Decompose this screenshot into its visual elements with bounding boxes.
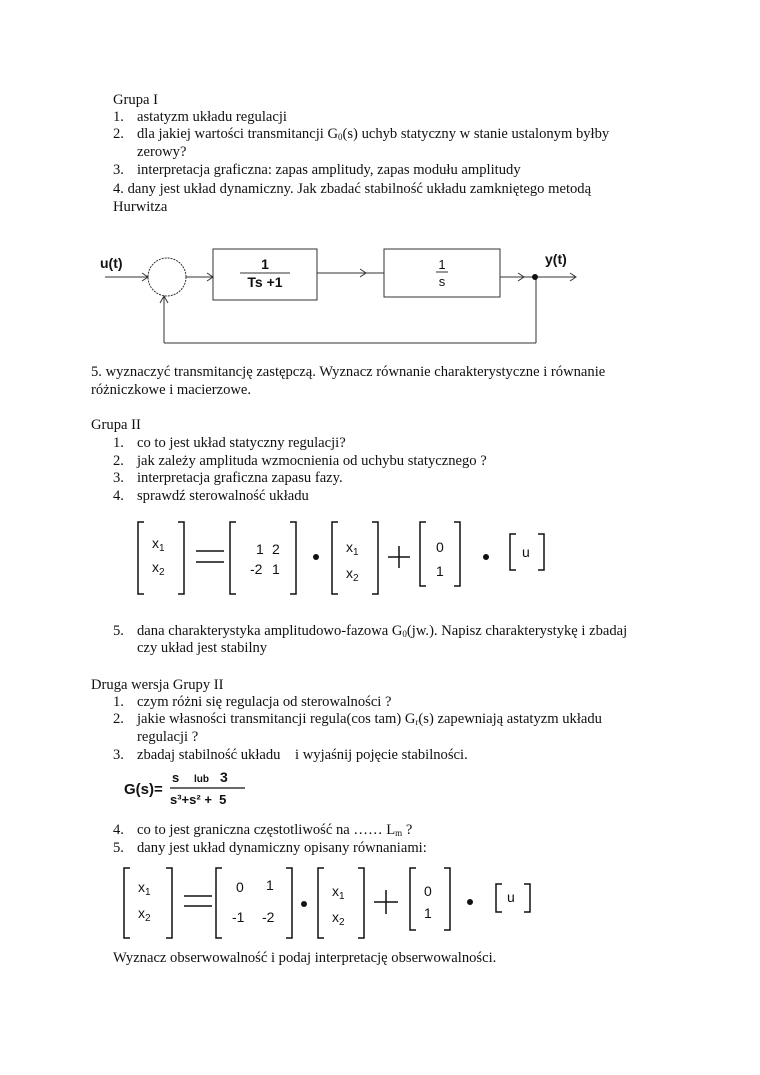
item-number: 1. — [113, 435, 124, 451]
question: dany jest układ dynamiczny opisany równaniami: — [137, 840, 427, 856]
block1-denominator: Ts +1 — [247, 274, 283, 290]
a21: -2 — [250, 561, 263, 577]
output-label: y(t) — [545, 251, 567, 267]
text: (jw.). Napisz charakterystykę i zbadaj — [406, 623, 628, 639]
u: u — [522, 544, 530, 560]
formula-num: s — [172, 770, 180, 785]
question-5: 5. wyznaczyć transmitancję zastępczą. Wyznacz równanie charakterystyczne i równanie — [91, 364, 606, 380]
question: jak zależy amplituda wzmocnienia od uchybu statycznego ? — [137, 453, 487, 469]
formula-lub: lub — [194, 774, 209, 785]
item-number: 4. — [113, 488, 124, 504]
x2: $x_2$ — [332, 909, 345, 928]
question: astatyzm układu regulacji — [137, 109, 287, 125]
a21: -1 — [232, 909, 245, 925]
subscript: r — [415, 717, 419, 727]
question-cont: czy układ jest stabilny — [137, 640, 268, 656]
block-diagram — [90, 235, 590, 355]
input-label: u(t) — [100, 255, 123, 271]
x1: $x_1$ — [152, 535, 165, 554]
item-number: 3. — [113, 747, 124, 763]
a12: 1 — [266, 877, 274, 893]
subscript: 0 — [338, 132, 343, 142]
group1-title: Grupa I — [113, 92, 158, 108]
b1: 0 — [436, 539, 444, 555]
item-number: 1. — [113, 694, 124, 710]
a11: 1 — [256, 541, 264, 557]
b2: 1 — [424, 905, 432, 921]
group3-title: Druga wersja Grupy II — [91, 677, 224, 693]
text: co to jest graniczna częstotliwość na …… L — [137, 822, 396, 838]
item-number: 2. — [113, 126, 124, 142]
question — [137, 125, 609, 146]
question-cont: zerowy? — [137, 144, 187, 160]
group2-title: Grupa II — [91, 417, 141, 433]
item-number: 2. — [113, 711, 124, 727]
question: co to jest układ statyczny regulacji? — [137, 435, 346, 451]
transfer-function-formula — [120, 768, 260, 810]
text: (s) zapewniają astatyzm układu — [418, 711, 602, 727]
question-4: 4. dany jest układ dynamiczny. Jak zbadać stabilność układu zamkniętego metodą — [113, 181, 592, 197]
u: u — [507, 889, 515, 905]
question-cont: regulacji ? — [137, 729, 199, 745]
b2: 1 — [436, 563, 444, 579]
text: (s) uchyb statyczny w stanie ustalonym byłby — [342, 126, 610, 142]
question: czym różni się regulacja od sterowalności ? — [137, 694, 392, 710]
a22: -2 — [262, 909, 275, 925]
x2: $x_2$ — [152, 559, 165, 578]
formula-lhs: G(s)= — [124, 781, 163, 798]
text: dla jakiej wartości transmitancji G — [137, 126, 339, 142]
text: jakie własności transmitancji regula(cos tam) G — [137, 711, 416, 727]
state-equation-1 — [120, 510, 560, 600]
item-number: 1. — [113, 109, 124, 125]
text: ? — [402, 822, 413, 838]
a12: 2 — [272, 541, 280, 557]
a11: 0 — [236, 879, 244, 895]
block1-numerator: 1 — [261, 256, 269, 272]
subscript: m — [395, 828, 403, 838]
block2-denominator: s — [438, 274, 446, 289]
item-number: 3. — [113, 470, 124, 486]
item-number: 4. — [113, 822, 124, 838]
x2: $x_2$ — [138, 905, 151, 924]
x1: $x_1$ — [138, 879, 151, 898]
question — [137, 710, 602, 731]
item-number: 2. — [113, 453, 124, 469]
subscript: 0 — [402, 629, 407, 639]
item-number: 3. — [113, 162, 124, 178]
question: sprawdź sterowalność układu — [137, 488, 309, 504]
item-number: 5. — [113, 840, 124, 856]
question: interpretacja graficzna: zapas amplitudy, zapas modułu amplitudy — [137, 162, 521, 178]
x1: $x_1$ — [332, 883, 345, 902]
question-4-cont: Hurwitza — [113, 199, 168, 215]
question: zbadaj stabilność układu i wyjaśnij pojęcie stabilności. — [137, 747, 468, 763]
x2: $x_2$ — [346, 565, 359, 584]
question-5-cont: różniczkowe i macierzowe. — [91, 382, 252, 398]
final-question: Wyznacz obserwowalność i podaj interpretację obserwowalności. — [113, 950, 497, 966]
item-number: 5. — [113, 623, 124, 639]
b1: 0 — [424, 883, 432, 899]
block2-numerator: 1 — [438, 257, 446, 272]
a22: 1 — [272, 561, 280, 577]
question: interpretacja graficzna zapasu fazy. — [137, 470, 343, 486]
x1: $x_1$ — [346, 539, 359, 558]
formula-den: s³+s² + 5 — [170, 792, 227, 807]
formula-num-alt: 3 — [220, 769, 228, 785]
text: dana charakterystyka amplitudowo-fazowa G — [137, 623, 403, 639]
state-equation-2 — [110, 860, 550, 945]
